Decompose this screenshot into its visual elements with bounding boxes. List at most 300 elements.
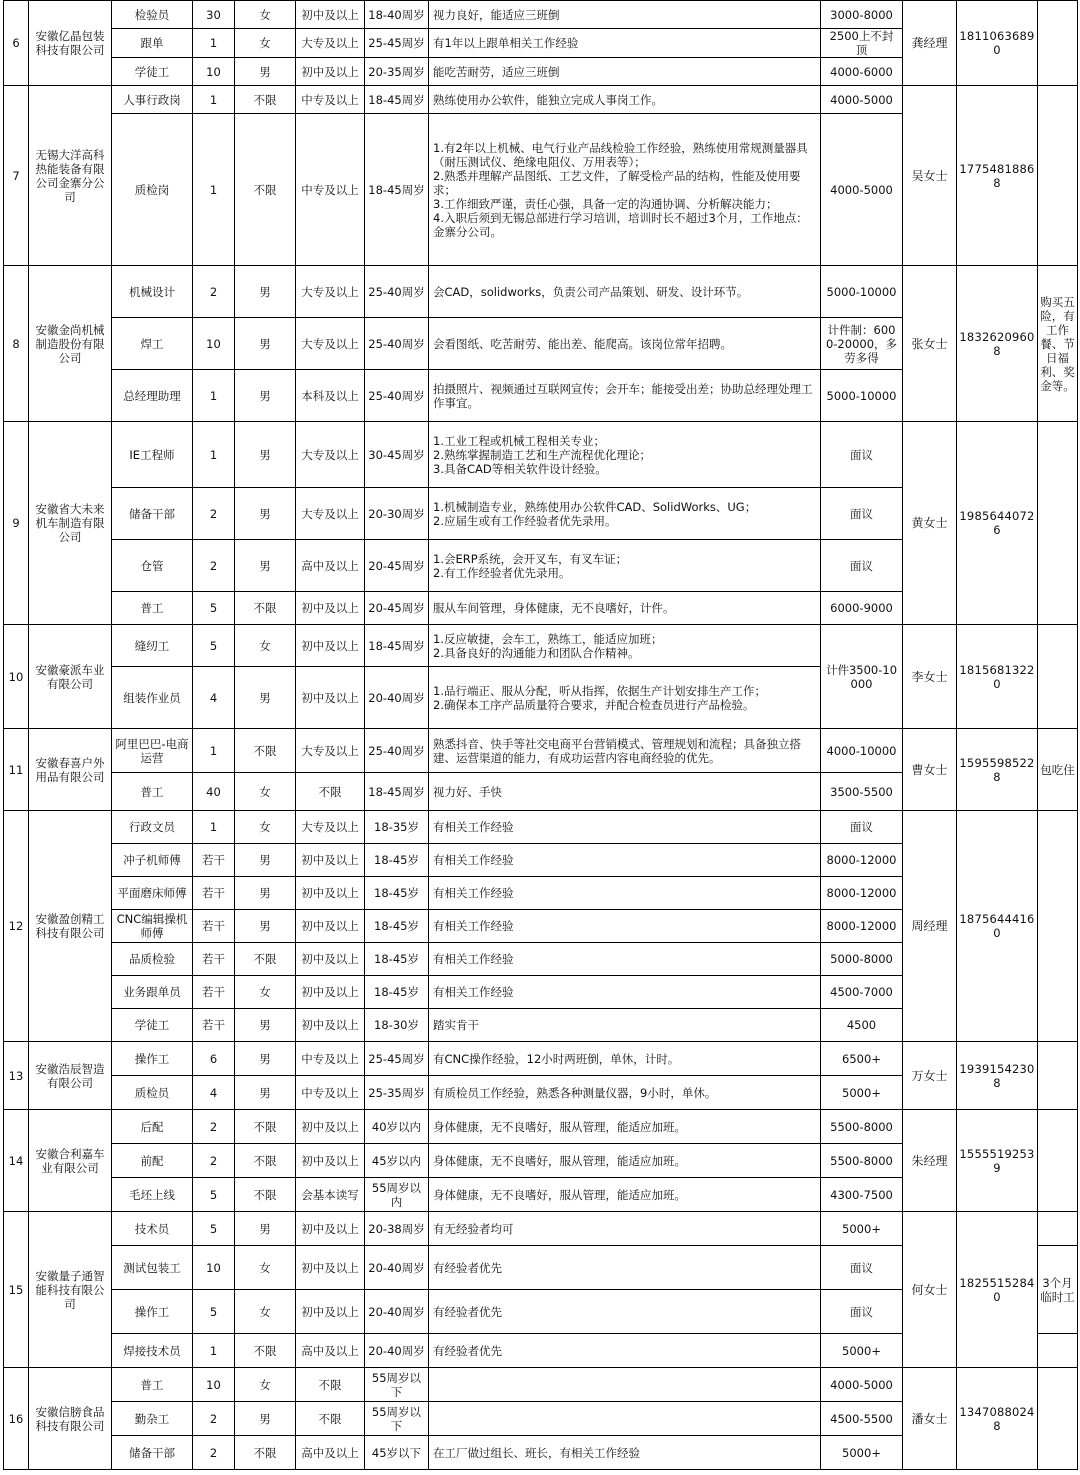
job-education: 初中及以上 [296,625,365,667]
job-requirement: 身体健康，无不良嗜好，服从管理，能适应加班。 [429,1144,821,1178]
company-name: 无锡大洋高科热能装备有限公司金寨分公司 [29,86,112,266]
job-title: 跟单 [112,29,193,58]
job-gender: 女 [235,976,296,1009]
contact-phone: 18110636890 [957,1,1038,86]
table-row [4,729,1078,773]
job-gender: 不限 [235,114,296,266]
job-gender: 男 [235,422,296,488]
job-headcount: 5 [193,1290,235,1334]
job-gender: 女 [235,1368,296,1402]
job-gender: 男 [235,540,296,592]
job-requirement: 有相关工作经验 [429,976,821,1009]
contact-phone: 18756444160 [957,811,1038,1042]
job-requirement: 1.品行端正、服从分配，听从指挥，依据生产计划安排生产工作； 2.确保本工序产品质量符合要求，并配合检查员进行产品检验。 [429,667,821,729]
job-salary: 4300-7500 [821,1178,903,1212]
job-gender: 男 [235,910,296,943]
company-benefits [1038,1368,1078,1470]
job-gender: 男 [235,1212,296,1246]
job-education: 中专及以上 [296,114,365,266]
job-salary: 计件制：6000-20000，多劳多得 [821,318,903,370]
job-title: 技术员 [112,1212,193,1246]
job-requirement: 拍摄照片、视频通过互联网宣传；会开车；能接受出差；协助总经理处理工作事宜。 [429,370,821,422]
job-salary: 3500-5500 [821,773,903,811]
company-name: 安徽信膀食品科技有限公司 [29,1368,112,1470]
job-gender: 不限 [235,1144,296,1178]
table-row [4,266,1078,318]
contact-person: 龚经理 [903,1,957,86]
job-title: 业务跟单员 [112,976,193,1009]
job-title: 品质检验 [112,943,193,976]
job-requirement: 1.工业工程或机械工程相关专业； 2.熟练掌握制造工艺和生产流程优化理论； 3.具备CAD等相关软件设计经验。 [429,422,821,488]
job-requirement: 会CAD，solidworks，负责公司产品策划、研发、设计环节。 [429,266,821,318]
company-name: 安徽合利嘉车业有限公司 [29,1110,112,1212]
company-number: 8 [4,266,29,422]
job-gender: 不限 [235,592,296,625]
job-age: 40岁以内 [365,1110,429,1144]
job-salary: 5000+ [821,1076,903,1110]
job-salary: 面议 [821,1246,903,1290]
job-gender: 不限 [235,1436,296,1470]
job-requirement: 1.有2年以上机械、电气行业产品线检验工作经验，熟练使用常规测量器具（耐压测试仪、绝缘电阻仪、万用表等）； 2.熟悉并理解产品图纸、工艺文件，了解受检产品的结构，性能及使用要求； 3.工作细致严谨，责任心强，具备一定的沟通协调、分析解决能力； 4.入职后须到无锡总部进行学习培训，培训时长不超过3个月，工作地点：金寨分公司。 [429,114,821,266]
job-education: 高中及以上 [296,540,365,592]
job-gender: 女 [235,811,296,844]
table-row [4,1,1078,29]
job-title: 检验员 [112,1,193,29]
job-title: IE工程师 [112,422,193,488]
company-benefits [1038,1110,1078,1212]
job-gender: 男 [235,667,296,729]
job-age: 20-38周岁 [365,1212,429,1246]
job-title: 焊接技术员 [112,1334,193,1368]
job-education: 高中及以上 [296,1334,365,1368]
job-gender: 女 [235,1246,296,1290]
job-requirement: 能吃苦耐劳，适应三班倒 [429,58,821,86]
job-age: 18-45周岁 [365,625,429,667]
job-salary: 6000-9000 [821,592,903,625]
company-benefits: 3个月临时工 [1038,1246,1078,1334]
job-salary: 面议 [821,811,903,844]
job-requirement: 1.反应敏捷，会车工，熟练工，能适应加班； 2.具备良好的沟通能力和团队合作精神。 [429,625,821,667]
job-headcount: 5 [193,1212,235,1246]
job-title: CNC编辑操机师傅 [112,910,193,943]
job-requirement: 踏实肯干 [429,1009,821,1042]
job-gender: 不限 [235,1178,296,1212]
job-title: 机械设计 [112,266,193,318]
job-requirement [429,1402,821,1436]
job-headcount: 4 [193,667,235,729]
job-requirement: 1.会ERP系统，会开叉车，有叉车证； 2.有工作经验者优先录用。 [429,540,821,592]
job-age: 18-45周岁 [365,773,429,811]
job-education: 中专及以上 [296,1042,365,1076]
job-salary: 5000-10000 [821,266,903,318]
job-gender: 男 [235,1042,296,1076]
job-salary: 5000+ [821,1212,903,1246]
job-title: 质检员 [112,1076,193,1110]
company-benefits: 购买五险，有工作餐、节日福利、奖金等。 [1038,266,1078,422]
contact-person: 吴女士 [903,86,957,266]
contact-person: 万女士 [903,1042,957,1110]
job-education: 初中及以上 [296,1009,365,1042]
job-age: 18-30岁 [365,1009,429,1042]
job-headcount: 5 [193,625,235,667]
company-number: 6 [4,1,29,86]
job-requirement: 熟悉抖音、快手等社交电商平台营销模式、管理规划和流程；具备独立搭建、运营渠道的能力，有成功运营内容电商经验的优先。 [429,729,821,773]
job-headcount: 1 [193,811,235,844]
job-requirement: 有无经验者均可 [429,1212,821,1246]
job-requirement: 会看图纸、吃苦耐劳、能出差、能爬高。该岗位常年招聘。 [429,318,821,370]
company-number: 7 [4,86,29,266]
job-education: 大专及以上 [296,266,365,318]
job-age: 25-40周岁 [365,266,429,318]
job-salary: 面议 [821,488,903,540]
job-listing-table [3,0,1078,1470]
job-salary: 面议 [821,1290,903,1334]
contact-phone: 18255152840 [957,1212,1038,1368]
job-age: 45岁以内 [365,1144,429,1178]
job-headcount: 1 [193,729,235,773]
job-title: 人事行政岗 [112,86,193,114]
job-requirement: 视力良好，能适应三班倒 [429,1,821,29]
job-salary: 8000-12000 [821,877,903,910]
job-title: 勤杂工 [112,1402,193,1436]
job-headcount: 若干 [193,976,235,1009]
job-requirement: 有相关工作经验 [429,844,821,877]
company-name: 安徽省大未来机车制造有限公司 [29,422,112,625]
job-headcount: 6 [193,1042,235,1076]
job-salary: 8000-12000 [821,910,903,943]
job-age: 18-45岁 [365,976,429,1009]
job-education: 大专及以上 [296,318,365,370]
job-requirement: 有质检员工作经验，熟悉各种测量仪器，9小时，单休。 [429,1076,821,1110]
job-gender: 男 [235,1402,296,1436]
job-salary: 4500-5500 [821,1402,903,1436]
job-salary: 5500-8000 [821,1110,903,1144]
job-age: 20-40周岁 [365,1246,429,1290]
job-requirement: 有相关工作经验 [429,811,821,844]
job-headcount: 2 [193,1436,235,1470]
company-name: 安徽金尚机械制造股份有限公司 [29,266,112,422]
company-benefits [1038,1334,1078,1368]
job-headcount: 10 [193,1368,235,1402]
job-age: 18-45岁 [365,877,429,910]
job-headcount: 2 [193,540,235,592]
job-title: 测试包装工 [112,1246,193,1290]
job-title: 质检岗 [112,114,193,266]
job-gender: 女 [235,625,296,667]
job-age: 20-40周岁 [365,1290,429,1334]
job-education: 初中及以上 [296,943,365,976]
job-title: 行政文员 [112,811,193,844]
job-title: 学徒工 [112,58,193,86]
company-name: 安徽亿晶包装科技有限公司 [29,1,112,86]
contact-person: 何女士 [903,1212,957,1368]
job-title: 前配 [112,1144,193,1178]
job-headcount: 1 [193,370,235,422]
job-gender: 男 [235,318,296,370]
job-requirement: 有经验者优先 [429,1246,821,1290]
job-headcount: 4 [193,1076,235,1110]
job-salary: 面议 [821,540,903,592]
job-salary: 4000-5000 [821,86,903,114]
job-requirement: 身体健康，无不良嗜好，服从管理，能适应加班。 [429,1110,821,1144]
job-headcount: 2 [193,488,235,540]
job-age: 55周岁以下 [365,1402,429,1436]
job-salary: 5000-10000 [821,370,903,422]
job-salary: 5000+ [821,1334,903,1368]
company-number: 10 [4,625,29,729]
company-benefits [1038,625,1078,729]
job-title: 储备干部 [112,488,193,540]
job-gender: 女 [235,1,296,29]
job-salary: 8000-12000 [821,844,903,877]
job-education: 会基本读写 [296,1178,365,1212]
company-number: 15 [4,1212,29,1368]
table-row [4,1042,1078,1076]
job-education: 初中及以上 [296,1246,365,1290]
company-number: 11 [4,729,29,811]
job-headcount: 1 [193,422,235,488]
job-listing-body [4,1,1078,1470]
table-row [4,1110,1078,1144]
job-education: 大专及以上 [296,729,365,773]
contact-person: 朱经理 [903,1110,957,1212]
job-salary: 5000+ [821,1436,903,1470]
job-education: 初中及以上 [296,1,365,29]
job-gender: 男 [235,1009,296,1042]
table-row [4,811,1078,844]
job-education: 不限 [296,1402,365,1436]
contact-phone: 18156813220 [957,625,1038,729]
job-headcount: 2 [193,1402,235,1436]
company-number: 14 [4,1110,29,1212]
job-gender: 男 [235,58,296,86]
job-age: 55周岁以下 [365,1368,429,1402]
table-row [4,86,1078,114]
job-requirement: 视力好、手快 [429,773,821,811]
job-title: 后配 [112,1110,193,1144]
company-benefits [1038,1042,1078,1110]
job-gender: 男 [235,488,296,540]
job-requirement: 身体健康，无不良嗜好，服从管理，能适应加班。 [429,1178,821,1212]
job-education: 初中及以上 [296,1144,365,1178]
company-number: 13 [4,1042,29,1110]
job-age: 45岁以下 [365,1436,429,1470]
job-salary: 4500-7000 [821,976,903,1009]
job-title: 毛坯上线 [112,1178,193,1212]
job-headcount: 若干 [193,1009,235,1042]
job-requirement: 有经验者优先 [429,1334,821,1368]
job-salary: 4000-5000 [821,114,903,266]
job-salary: 4000-5000 [821,1368,903,1402]
job-headcount: 若干 [193,943,235,976]
job-headcount: 2 [193,266,235,318]
job-education: 不限 [296,1368,365,1402]
job-age: 25-35周岁 [365,1076,429,1110]
contact-person: 曹女士 [903,729,957,811]
job-age: 20-40周岁 [365,1334,429,1368]
job-title: 组装作业员 [112,667,193,729]
job-education: 本科及以上 [296,370,365,422]
job-title: 冲子机师傅 [112,844,193,877]
job-title: 总经理助理 [112,370,193,422]
job-gender: 女 [235,1290,296,1334]
contact-person: 李女士 [903,625,957,729]
job-title: 仓管 [112,540,193,592]
job-title: 储备干部 [112,1436,193,1470]
company-benefits: 包吃住 [1038,729,1078,811]
job-headcount: 2 [193,1144,235,1178]
contact-person: 张女士 [903,266,957,422]
job-headcount: 30 [193,1,235,29]
company-benefits [1038,422,1078,625]
job-requirement: 服从车间管理，身体健康，无不良嗜好，计件。 [429,592,821,625]
job-headcount: 10 [193,318,235,370]
job-headcount: 1 [193,86,235,114]
job-age: 25-40周岁 [365,370,429,422]
job-education: 中专及以上 [296,86,365,114]
job-education: 初中及以上 [296,667,365,729]
job-age: 18-45岁 [365,943,429,976]
company-name: 安徽浩辰智造有限公司 [29,1042,112,1110]
job-requirement: 熟练使用办公软件，能独立完成人事岗工作。 [429,86,821,114]
job-requirement: 有相关工作经验 [429,943,821,976]
job-age: 18-45岁 [365,910,429,943]
job-title: 普工 [112,592,193,625]
company-name: 安徽豪派车业有限公司 [29,625,112,729]
job-title: 缝纫工 [112,625,193,667]
job-headcount: 2 [193,1110,235,1144]
contact-phone: 19856440726 [957,422,1038,625]
job-title: 焊工 [112,318,193,370]
contact-phone: 18326209608 [957,266,1038,422]
job-education: 初中及以上 [296,877,365,910]
contact-person: 周经理 [903,811,957,1042]
company-name: 安徽量子通智能科技有限公司 [29,1212,112,1368]
job-gender: 不限 [235,1110,296,1144]
job-salary: 2500上不封顶 [821,29,903,58]
job-requirement: 有相关工作经验 [429,910,821,943]
job-headcount: 10 [193,58,235,86]
job-age: 20-40周岁 [365,667,429,729]
job-headcount: 10 [193,1246,235,1290]
job-age: 25-40周岁 [365,318,429,370]
job-education: 中专及以上 [296,1076,365,1110]
job-salary: 4000-10000 [821,729,903,773]
job-salary: 4500 [821,1009,903,1042]
company-benefits [1038,1,1078,86]
job-education: 大专及以上 [296,29,365,58]
job-title: 阿里巴巴-电商运营 [112,729,193,773]
company-benefits [1038,811,1078,1042]
job-headcount: 若干 [193,910,235,943]
job-education: 不限 [296,773,365,811]
job-title: 平面磨床师傅 [112,877,193,910]
job-headcount: 5 [193,592,235,625]
company-name: 安徽盈创精工科技有限公司 [29,811,112,1042]
job-salary: 5500-8000 [821,1144,903,1178]
job-gender: 男 [235,266,296,318]
job-gender: 男 [235,370,296,422]
company-name: 安徽春喜户外用品有限公司 [29,729,112,811]
job-requirement [429,1368,821,1402]
job-education: 大专及以上 [296,488,365,540]
contact-phone: 15555192539 [957,1110,1038,1212]
job-education: 初中及以上 [296,1212,365,1246]
contact-person: 黄女士 [903,422,957,625]
table-row [4,1212,1078,1246]
company-benefits [1038,1212,1078,1246]
job-gender: 男 [235,844,296,877]
contact-phone: 13470880248 [957,1368,1038,1470]
job-title: 学徒工 [112,1009,193,1042]
job-gender: 不限 [235,729,296,773]
job-education: 初中及以上 [296,1290,365,1334]
contact-phone: 19391542308 [957,1042,1038,1110]
job-requirement: 有CNC操作经验，12小时两班倒，单休，计时。 [429,1042,821,1076]
contact-phone: 15955985228 [957,729,1038,811]
job-headcount: 1 [193,114,235,266]
job-age: 25-40周岁 [365,729,429,773]
job-age: 25-45周岁 [365,1042,429,1076]
job-age: 18-35岁 [365,811,429,844]
job-gender: 女 [235,29,296,58]
job-title: 操作工 [112,1290,193,1334]
job-education: 初中及以上 [296,910,365,943]
table-row [4,1368,1078,1402]
job-salary: 计件3500-10000 [821,625,903,729]
job-headcount: 1 [193,29,235,58]
job-education: 初中及以上 [296,1110,365,1144]
table-row [4,422,1078,488]
job-headcount: 若干 [193,844,235,877]
job-age: 18-45岁 [365,844,429,877]
job-age: 25-45周岁 [365,29,429,58]
job-age: 20-30周岁 [365,488,429,540]
job-title: 普工 [112,773,193,811]
job-requirement: 有经验者优先 [429,1290,821,1334]
job-age: 18-45周岁 [365,86,429,114]
job-gender: 不限 [235,1334,296,1368]
job-requirement: 在工厂做过组长、班长，有相关工作经验 [429,1436,821,1470]
job-title: 操作工 [112,1042,193,1076]
job-requirement: 1.机械制造专业，熟练使用办公软件CAD、SolidWorks、UG； 2.应届生或有工作经验者优先录用。 [429,488,821,540]
job-age: 20-35周岁 [365,58,429,86]
job-gender: 不限 [235,86,296,114]
job-education: 大专及以上 [296,422,365,488]
job-headcount: 40 [193,773,235,811]
job-education: 大专及以上 [296,811,365,844]
job-education: 初中及以上 [296,976,365,1009]
job-salary: 6500+ [821,1042,903,1076]
company-number: 16 [4,1368,29,1470]
job-requirement: 有相关工作经验 [429,877,821,910]
job-headcount: 5 [193,1178,235,1212]
job-age: 55周岁以内 [365,1178,429,1212]
job-gender: 男 [235,877,296,910]
job-salary: 5000-8000 [821,943,903,976]
contact-phone: 17754818868 [957,86,1038,266]
job-gender: 不限 [235,943,296,976]
job-title: 普工 [112,1368,193,1402]
company-number: 12 [4,811,29,1042]
job-salary: 3000-8000 [821,1,903,29]
job-education: 初中及以上 [296,844,365,877]
job-age: 20-45周岁 [365,592,429,625]
job-headcount: 1 [193,1334,235,1368]
job-education: 初中及以上 [296,58,365,86]
job-age: 30-45周岁 [365,422,429,488]
job-age: 20-45周岁 [365,540,429,592]
